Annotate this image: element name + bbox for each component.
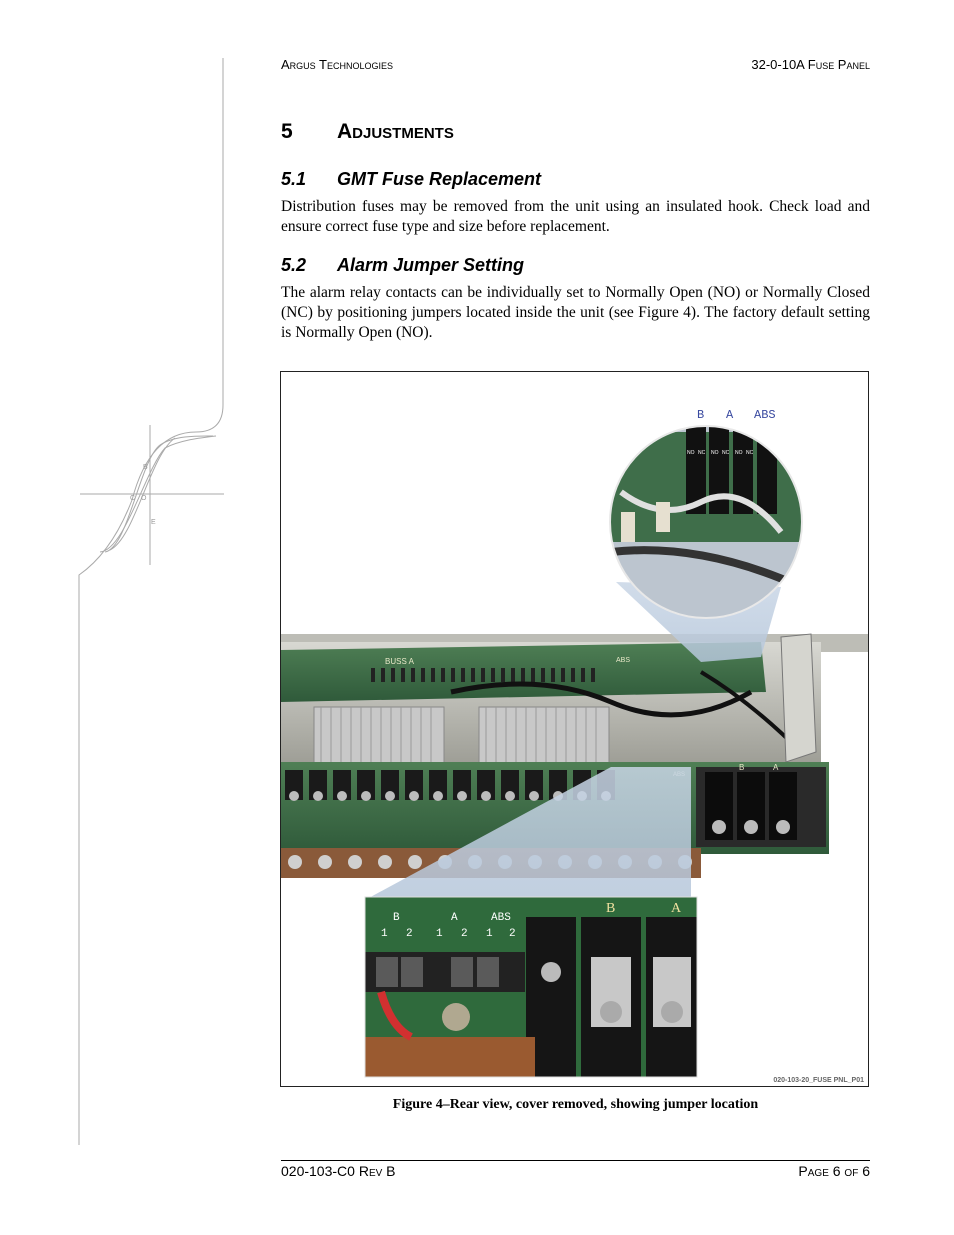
header-product: 32-0-10A Fuse Panel bbox=[751, 57, 870, 72]
margin-label-c: C bbox=[130, 495, 136, 502]
section-title: Adjustments bbox=[337, 120, 454, 143]
bottom-pin-2: 2 bbox=[406, 928, 413, 940]
bottom-terminal-a: A bbox=[671, 901, 682, 916]
bottom-terminal-b: B bbox=[606, 901, 616, 916]
subsection-number: 5.1 bbox=[281, 169, 307, 189]
footer-page-number: Page 6 of 6 bbox=[798, 1163, 870, 1179]
bottom-pin-3: 1 bbox=[436, 928, 443, 940]
inset-pin-nc-3: NC bbox=[746, 450, 754, 456]
subsection-heading-5-1 bbox=[281, 169, 541, 190]
figure-caption: Figure 4–Rear view, cover removed, showing jumper location bbox=[392, 1097, 759, 1112]
mid-label-a: A bbox=[773, 763, 779, 772]
subsection-number: 5.2 bbox=[281, 255, 307, 275]
margin-label-b: B bbox=[143, 464, 148, 471]
board-label-buss-a: BUSS A bbox=[385, 657, 414, 666]
bottom-pin-6: 2 bbox=[509, 928, 516, 940]
margin-label-o: O bbox=[141, 495, 147, 502]
bottom-group-abs: ABS bbox=[491, 912, 511, 924]
subsection-title: Alarm Jumper Setting bbox=[337, 255, 525, 275]
mid-label-b: B bbox=[739, 763, 745, 772]
inset-label-a: A bbox=[726, 408, 734, 422]
photo-id-label: 020-103-20_FUSE PNL_P01 bbox=[773, 1077, 864, 1084]
inset-label-abs: ABS bbox=[754, 408, 776, 422]
figure-rear-view-photo bbox=[280, 371, 869, 1087]
bottom-pin-1: 1 bbox=[381, 928, 388, 940]
header-company: Argus Technologies bbox=[281, 57, 394, 72]
footer-document-number: 020-103-C0 Rev B bbox=[281, 1163, 396, 1179]
subsection-heading-5-2 bbox=[281, 255, 524, 276]
inset-pin-nc-2: NC bbox=[722, 450, 730, 456]
inset-pin-no-3: NO bbox=[735, 450, 743, 456]
board-label-abs: ABS bbox=[616, 657, 631, 664]
bottom-group-a: A bbox=[451, 912, 458, 924]
bottom-pin-5: 1 bbox=[486, 928, 493, 940]
subsection-title: GMT Fuse Replacement bbox=[337, 169, 542, 189]
paragraph-fuse-replacement: Distribution fuses may be removed from the unit using an insulated hook. Check load and ensure correct fuse type and size before replacement. bbox=[281, 198, 870, 235]
inset-pin-no-1: NO bbox=[687, 450, 695, 456]
footer-rule bbox=[281, 1160, 870, 1161]
figure-illustration bbox=[281, 372, 868, 1086]
paragraph-alarm-jumper: The alarm relay contacts can be individually set to Normally Open (NO) or Normally Closed (NC) by positioning jumpers located inside the unit (see Figure 4). The factory default setting is Normally Open (NO). bbox=[281, 284, 870, 341]
inset-label-b: B bbox=[697, 408, 705, 422]
bottom-group-b: B bbox=[393, 912, 400, 924]
section-number: 5 bbox=[281, 120, 293, 143]
inset-pin-nc-1: NC bbox=[698, 450, 706, 456]
section-heading bbox=[281, 120, 454, 144]
inset-pin-no-2: NO bbox=[711, 450, 719, 456]
margin-decoration bbox=[0, 0, 240, 1235]
margin-label-e: E bbox=[151, 519, 156, 526]
bottom-pin-4: 2 bbox=[461, 928, 468, 940]
